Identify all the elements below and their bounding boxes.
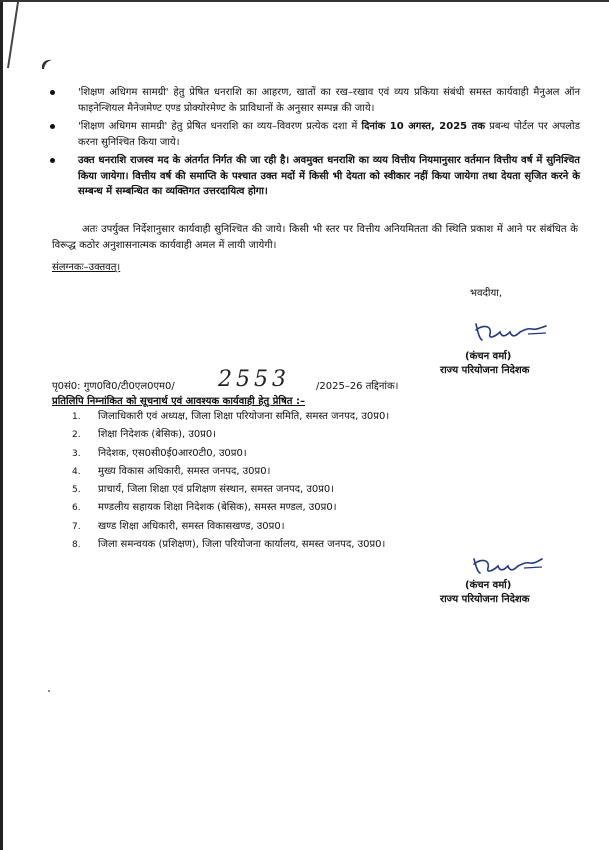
bullet-text-post: प्रबन्ध पोर्टल पर अपलोड करना सुनिश्चित किया जाये। — [78, 121, 580, 148]
signatory-name: (कंचन वर्मा) — [465, 351, 512, 362]
list-text: खण्ड शिक्षा अधिकारी, समस्त विकासखण्ड, उ0प्र0। — [98, 520, 285, 532]
closing-salutation: भवदीया, — [470, 288, 503, 299]
list-text: निदेशक, एस0सी0ई0आर0टी0, उ0प्र0। — [98, 447, 247, 459]
copy-recipients-list — [72, 408, 572, 554]
reference-prefix: पृ0सं0: गुण0वि0/टी0एल0एम0/ — [52, 381, 175, 392]
list-number: 3. — [72, 448, 81, 459]
list-item — [72, 445, 572, 463]
list-item — [72, 499, 572, 517]
list-text: प्राचार्य, जिला शिक्षा एवं प्रशिक्षण संस्थान, समस्त जनपद, उ0प्र0। — [98, 484, 335, 496]
signatory-designation: राज्य परियोजना निदेशक — [440, 594, 530, 605]
bullet-item — [50, 85, 580, 116]
signature-image — [470, 314, 550, 344]
instruction-bullets — [50, 85, 580, 203]
signatory-name: (कंचन वर्मा) — [465, 580, 512, 591]
list-text: जिला समन्वयक (प्रशिक्षण), जिला परियोजना कार्यालय, समस्त जनपद, उ0प्र0। — [98, 539, 386, 551]
ink-blot-mark — [40, 58, 54, 70]
bullet-item — [50, 119, 580, 150]
copy-heading: प्रतिलिपि निम्नांकित को सूचनार्थ एवं आवश्यक कार्यवाही हेतु प्रेषित :– — [52, 396, 305, 407]
signature-image — [468, 551, 548, 577]
bullet-deadline: दिनांक 10 अगस्त, 2025 तक — [361, 121, 486, 132]
list-number: 2. — [72, 430, 81, 441]
list-number: 6. — [72, 503, 81, 514]
signatory-designation: राज्य परियोजना निदेशक — [440, 365, 530, 376]
list-text: जिलाधिकारी एवं अध्यक्ष, जिला शिक्षा परियोजना समिति, समस्त जनपद, उ0प्र0। — [98, 411, 390, 422]
bullet-dot — [50, 124, 55, 129]
reference-number: 2553 — [218, 367, 290, 392]
scan-speck — [48, 690, 50, 692]
reference-suffix: /2025–26 तद्दिनांक। — [316, 381, 399, 392]
list-item — [72, 518, 572, 536]
list-text: मण्डलीय सहायक शिक्षा निदेशक (बेसिक), समस्त मण्डल, उ0प्र0। — [98, 502, 337, 514]
list-text: शिक्षा निदेशक (बेसिक), उ0प्र0। — [98, 429, 217, 441]
scan-edge-top — [0, 0, 609, 2]
bullet-dot — [50, 90, 55, 95]
bullet-text: 'शिक्षण अधिगम सामग्री' हेतु प्रेषित धनराशि का आहरण, खातों का रख–रखाव एवं व्यय प्रकिया संबंधी समस्त कार्यवाही मैनुअल ऑन फाइनेन्शियल मैनेजमेण्ट एण्ड प्रोक्योरमेण्ट के प्राविधानों के अनुसार सम्पन्न की जाये। — [78, 87, 580, 114]
bullet-text: उक्त धनराशि राजस्व मद के अंतर्गत निर्गत की जा रही है। अवमुक्त धनराशि का व्यय वित्तीय नियमानुसार वर्तमान वित्तीय वर्ष में सुनिश्चित किया जायेगा। वित्तीय वर्ष की समाप्ति के पश्चात उक्त मदों में किसी भी देयता को स्वीकार नहीं किया जायेगा तथा देयता सृजित करने के सम्बन्ध में सम्बन्धित का व्यक्तिगत उत्तरदायित्व होगा। — [78, 155, 580, 197]
list-number: 7. — [72, 521, 81, 532]
list-item — [72, 408, 572, 426]
list-number: 8. — [72, 540, 81, 551]
handwritten-reference-number — [214, 364, 310, 392]
list-item — [72, 481, 572, 499]
enclosure-note: संलग्नकः–उक्तवत्। — [52, 262, 121, 273]
instruction-paragraph: अतः उपर्युक्त निर्देशानुसार कार्यवाही सुनिश्चित की जाये। किसी भी स्तर पर वित्तीय अनियमितता की स्थिति प्रकाश में आने पर संबंधित के विरूद्ध कठोर अनुशासनात्मक कार्यवाही अमल में लायी जायेगी। — [52, 224, 578, 251]
list-number: 1. — [72, 412, 81, 422]
scan-streak-mark — [3, 0, 23, 70]
list-number: 5. — [72, 485, 81, 496]
list-item — [72, 463, 572, 481]
scan-edge-left — [0, 0, 3, 850]
list-item — [72, 426, 572, 444]
bullet-text-pre: 'शिक्षण अधिगम सामग्री' हेतु प्रेषित धनराशि का व्यय–विवरण प्रत्येक दशा में — [78, 121, 362, 132]
list-text: मुख्य विकास अधिकारी, समस्त जनपद, उ0प्र0। — [98, 465, 271, 477]
bullet-dot — [50, 158, 55, 163]
list-number: 4. — [72, 466, 81, 477]
bullet-item — [50, 153, 580, 200]
